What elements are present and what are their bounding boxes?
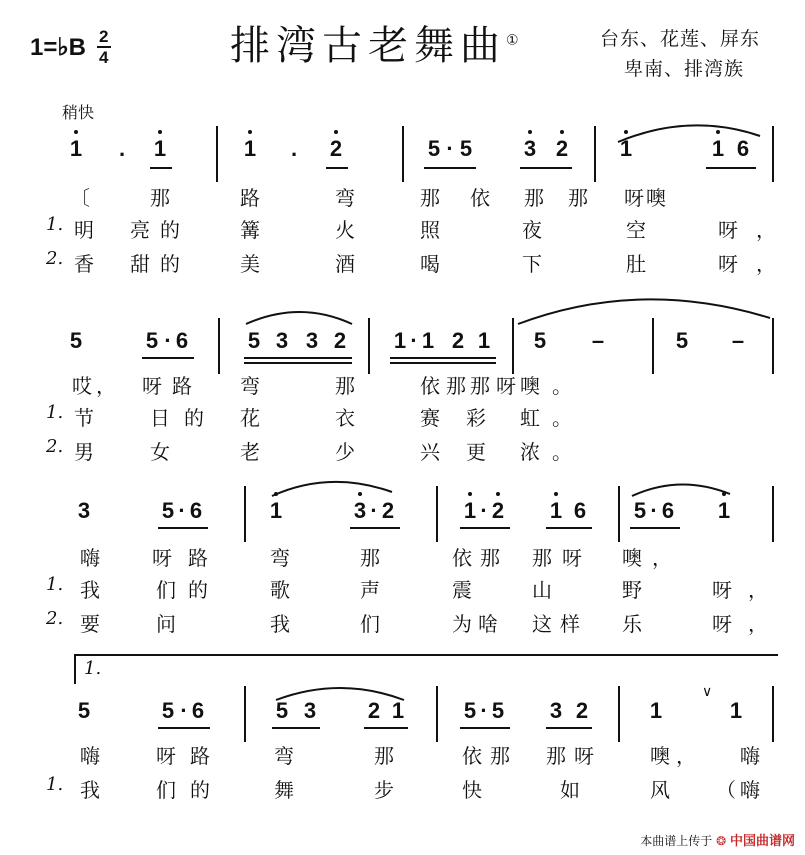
note: 1 (549, 498, 563, 523)
lyric-syllable: 男 (74, 440, 94, 464)
lyric-syllable: 那 (524, 186, 544, 210)
logo-icon: ❂ (716, 834, 727, 848)
lyric-syllable: ， (756, 252, 776, 276)
note: 5 (69, 328, 83, 353)
note: 1 (243, 136, 257, 161)
lyric-syllable: 那 (360, 546, 380, 570)
note: · (410, 328, 418, 353)
lyric-syllable: 呀 (156, 744, 176, 768)
lyric-syllable: 。 (552, 406, 572, 430)
lyric-syllable: 呀 (718, 252, 738, 276)
lyric-syllable: ， (748, 578, 768, 602)
lyric-syllable: ， (652, 546, 672, 570)
note: 5 (275, 698, 289, 723)
note: 3 (77, 498, 91, 523)
lyric-syllable: 亮 (130, 218, 150, 242)
lyric-syllable: 节 (74, 406, 94, 430)
lyric-syllable: 下 (522, 252, 542, 276)
lyric-syllable: 呀 (624, 186, 644, 210)
note: – (591, 328, 605, 353)
lyric-syllable: 酒 (335, 252, 355, 276)
lyric-syllable: 们 (156, 778, 176, 802)
lyric-syllable: 女 (150, 440, 170, 464)
note: 5 (427, 136, 441, 161)
lyric-syllable: 样 (560, 612, 580, 636)
lyric-syllable: 那 (546, 744, 566, 768)
note: 5 (533, 328, 547, 353)
lyric-syllable: 噢 (520, 374, 540, 398)
lyric-syllable: 弯 (240, 374, 260, 398)
watermark-brand: 中国曲谱网 (729, 834, 795, 849)
lyric-syllable: 的 (184, 406, 204, 430)
lyric-syllable: 甜 (130, 252, 150, 276)
breath-mark: ∨ (702, 684, 713, 700)
lyric-syllable: 香 (74, 252, 94, 276)
lyric-syllable: 啥 (478, 612, 498, 636)
lyric-syllable: 衣 (335, 406, 355, 430)
note: · (480, 698, 488, 723)
lyric-syllable: 山 (532, 578, 552, 602)
lyric-syllable: 兴 (420, 440, 440, 464)
note: 2 (491, 498, 505, 523)
note: 2 (555, 136, 569, 161)
watermark (640, 830, 795, 849)
lyric-syllable: 肚 (626, 252, 646, 276)
note: 1 (421, 328, 435, 353)
lyric-syllable: 这 (532, 612, 552, 636)
lyric-syllable: 。 (552, 440, 572, 464)
lyric-syllable: 的 (188, 578, 208, 602)
verse-number: 1. (46, 774, 64, 795)
lyric-syllable: 那 (490, 744, 510, 768)
note: 5 (675, 328, 689, 353)
lyric-syllable: 们 (156, 578, 176, 602)
note: 5 (463, 698, 477, 723)
note: 2 (381, 498, 395, 523)
note: 6 (189, 498, 203, 523)
note: 6 (573, 498, 587, 523)
lyric-syllable: 虹 (520, 406, 540, 430)
lyric-syllable: 的 (160, 252, 180, 276)
verse-number: 1. (46, 402, 64, 423)
lyric-syllable: 步 (374, 778, 394, 802)
verse-number: 1. (46, 574, 64, 595)
lyric-syllable: 震 (452, 578, 472, 602)
lyric-syllable: 日 (150, 406, 170, 430)
note: 2 (451, 328, 465, 353)
verse-number: 2. (46, 436, 64, 457)
lyric-syllable: 呀 (562, 546, 582, 570)
note: 5 (77, 698, 91, 723)
lyric-syllable: 那 (532, 546, 552, 570)
note: 5 (633, 498, 647, 523)
lyric-syllable: 呀 (496, 374, 516, 398)
lyric-syllable: 呀 (718, 218, 738, 242)
note: 1 (391, 698, 405, 723)
lyric-syllable: 路 (172, 374, 192, 398)
note: 6 (175, 328, 189, 353)
lyric-syllable: 老 (240, 440, 260, 464)
lyric-syllable: 美 (240, 252, 260, 276)
lyric-syllable: 浓 (520, 440, 540, 464)
note: 1 (393, 328, 407, 353)
lyric-syllable: 依 (470, 186, 490, 210)
lyric-syllable: 弯 (274, 744, 294, 768)
lyric-syllable: ， (748, 612, 768, 636)
note: · (180, 698, 188, 723)
time-bottom: 4 (98, 48, 109, 67)
lyric-syllable: 少 (335, 440, 355, 464)
lyric-syllable: 那 (480, 546, 500, 570)
lyric-syllable: 们 (360, 612, 380, 636)
note: 1 (649, 698, 663, 723)
lyric-syllable: 那 (568, 186, 588, 210)
lyric-syllable: 那 (374, 744, 394, 768)
note: 5 (459, 136, 473, 161)
lyric-syllable: 噢 (622, 546, 642, 570)
verse-number: 1. (46, 214, 64, 235)
lyric-syllable: 火 (335, 218, 355, 242)
lyric-syllable: 呀 (152, 546, 172, 570)
note: 3 (549, 698, 563, 723)
lyric-syllable: 的 (190, 778, 210, 802)
note: 2 (329, 136, 343, 161)
lyric-syllable: 哎 (72, 374, 92, 398)
lyric-syllable: 歌 (270, 578, 290, 602)
lyric-syllable: 路 (190, 744, 210, 768)
verse-number: 2. (46, 248, 64, 269)
lyric-syllable: 〔 (70, 186, 90, 210)
lyric-syllable: 路 (240, 186, 260, 210)
note: 5 (247, 328, 261, 353)
note: 1 (477, 328, 491, 353)
note: 6 (736, 136, 750, 161)
lyric-syllable: 快 (462, 778, 482, 802)
note: 6 (661, 498, 675, 523)
note: . (290, 136, 298, 161)
note: 5 (491, 698, 505, 723)
lyric-syllable: 我 (270, 612, 290, 636)
lyric-syllable: 为 (452, 612, 472, 636)
lyric-syllable: 喝 (420, 252, 440, 276)
lyric-syllable: 赛 (420, 406, 440, 430)
tempo-marking: 稍快 (62, 103, 95, 122)
lyric-syllable: 如 (560, 778, 580, 802)
footnote-marker: ① (506, 32, 519, 49)
lyric-syllable: 野 (622, 578, 642, 602)
lyric-syllable: 依 (462, 744, 482, 768)
note: 1 (619, 136, 633, 161)
note: 1 (717, 498, 731, 523)
lyric-syllable: ， (96, 374, 116, 398)
note: · (650, 498, 658, 523)
lyric-syllable: 明 (74, 218, 94, 242)
lyric-syllable: 依 (420, 374, 440, 398)
lyric-syllable: 彩 (466, 406, 486, 430)
volta-number: 1. (84, 658, 102, 679)
lyric-syllable: 声 (360, 578, 380, 602)
note: 2 (333, 328, 347, 353)
lyric-syllable: 更 (466, 440, 486, 464)
note: 3 (353, 498, 367, 523)
lyric-syllable: 问 (156, 612, 176, 636)
lyric-syllable: 。 (552, 374, 572, 398)
note: 2 (575, 698, 589, 723)
note: 1 (153, 136, 167, 161)
note: · (446, 136, 454, 161)
title-text: 排湾古老舞曲 (230, 23, 506, 69)
lyric-syllable: 那 (335, 374, 355, 398)
lyric-syllable: 弯 (335, 186, 355, 210)
lyric-syllable: 嗨 (740, 744, 760, 768)
key-label: 1=♭B (30, 33, 87, 61)
note: 1 (729, 698, 743, 723)
lyric-syllable: 篝 (240, 218, 260, 242)
verse-number: 2. (46, 608, 64, 629)
lyric-syllable: 夜 (522, 218, 542, 242)
note: 2 (367, 698, 381, 723)
note: 3 (275, 328, 289, 353)
note: 5 (161, 498, 175, 523)
note: 1 (711, 136, 725, 161)
lyric-syllable: 嗨 (740, 778, 760, 802)
lyric-syllable: 呀 (712, 578, 732, 602)
lyric-syllable: 要 (80, 612, 100, 636)
lyric-syllable: 那 (150, 186, 170, 210)
note: 3 (303, 698, 317, 723)
lyric-syllable: 呀 (574, 744, 594, 768)
time-top: 2 (98, 27, 109, 46)
lyric-syllable: （ (716, 778, 736, 802)
lyric-syllable: 路 (188, 546, 208, 570)
lyric-syllable: ， (676, 744, 696, 768)
lyric-syllable: 依 (452, 546, 472, 570)
lyric-syllable: ， (756, 218, 776, 242)
note: . (118, 136, 126, 161)
note: · (178, 498, 186, 523)
lyric-syllable: 噢 (650, 744, 670, 768)
source-line-2: 卑南、排湾族 (624, 58, 745, 80)
watermark-text: 本曲谱上传于 (640, 834, 713, 848)
note: · (370, 498, 378, 523)
lyric-syllable: 我 (80, 578, 100, 602)
lyric-syllable: 舞 (274, 778, 294, 802)
lyric-syllable: 呀 (712, 612, 732, 636)
lyric-syllable: 风 (650, 778, 670, 802)
lyric-syllable: 乐 (622, 612, 642, 636)
lyric-syllable: 嗨 (80, 744, 100, 768)
lyric-syllable: 花 (240, 406, 260, 430)
source-line-1: 台东、花莲、屏东 (600, 28, 761, 50)
note: · (480, 498, 488, 523)
lyric-syllable: 照 (420, 218, 440, 242)
lyric-syllable: 那 (446, 374, 466, 398)
lyric-syllable: 那 (420, 186, 440, 210)
note: · (164, 328, 172, 353)
note: 1 (463, 498, 477, 523)
note: – (731, 328, 745, 353)
note: 6 (191, 698, 205, 723)
note: 3 (305, 328, 319, 353)
note: 3 (523, 136, 537, 161)
lyric-syllable: 嗨 (80, 546, 100, 570)
lyric-syllable: 噢 (646, 186, 666, 210)
lyric-syllable: 空 (626, 218, 646, 242)
lyric-syllable: 弯 (270, 546, 290, 570)
lyric-syllable: 的 (160, 218, 180, 242)
lyric-syllable: 呀 (142, 374, 162, 398)
note: 1 (269, 498, 283, 523)
note: 5 (145, 328, 159, 353)
lyric-syllable: 那 (470, 374, 490, 398)
note: 5 (161, 698, 175, 723)
lyric-syllable: 我 (80, 778, 100, 802)
note: 1 (69, 136, 83, 161)
